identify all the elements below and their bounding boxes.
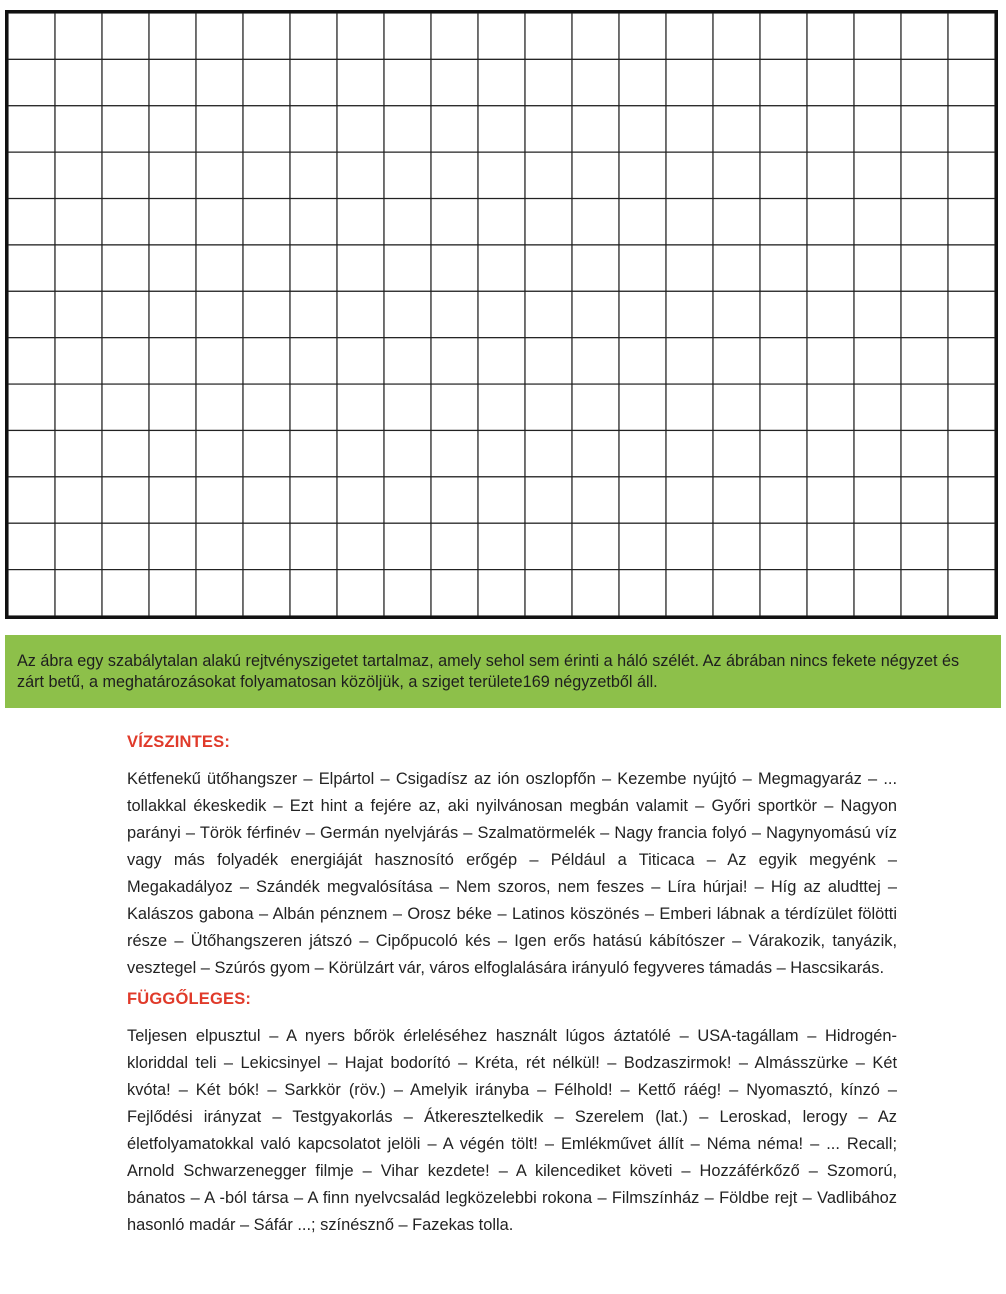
- grid-cell[interactable]: [55, 430, 102, 476]
- grid-cell[interactable]: [55, 338, 102, 384]
- grid-cell[interactable]: [196, 523, 243, 569]
- grid-cell[interactable]: [948, 384, 995, 430]
- grid-cell[interactable]: [760, 523, 807, 569]
- grid-cell[interactable]: [760, 291, 807, 337]
- grid-cell[interactable]: [243, 59, 290, 105]
- grid-cell[interactable]: [102, 245, 149, 291]
- grid-cell[interactable]: [619, 477, 666, 523]
- grid-cell[interactable]: [431, 291, 478, 337]
- grid-cell[interactable]: [572, 338, 619, 384]
- grid-cell[interactable]: [478, 477, 525, 523]
- grid-cell[interactable]: [572, 59, 619, 105]
- grid-cell[interactable]: [55, 13, 102, 59]
- grid-cell[interactable]: [666, 152, 713, 198]
- grid-cell[interactable]: [149, 477, 196, 523]
- grid-cell[interactable]: [384, 291, 431, 337]
- grid-cell[interactable]: [431, 245, 478, 291]
- grid-cell[interactable]: [572, 199, 619, 245]
- grid-cell[interactable]: [901, 245, 948, 291]
- grid-cell[interactable]: [807, 199, 854, 245]
- grid-cell[interactable]: [478, 384, 525, 430]
- grid-cell[interactable]: [854, 430, 901, 476]
- grid-cell[interactable]: [196, 13, 243, 59]
- grid-cell[interactable]: [431, 199, 478, 245]
- grid-cell[interactable]: [384, 477, 431, 523]
- grid-cell[interactable]: [8, 13, 55, 59]
- grid-cell[interactable]: [102, 477, 149, 523]
- grid-cell[interactable]: [713, 13, 760, 59]
- grid-cell[interactable]: [478, 199, 525, 245]
- grid-cell[interactable]: [8, 570, 55, 616]
- grid-cell[interactable]: [666, 338, 713, 384]
- grid-cell[interactable]: [525, 291, 572, 337]
- grid-cell[interactable]: [384, 152, 431, 198]
- instructions-text: Az ábra egy szabálytalan alakú rejtvényszigetet tartalmaz, amely sehol sem érinti a háló szélét. Az ábrában nincs fekete négyzet és zárt betű, a meghatározásokat folyamatosan közöljük, a sziget területe169 négyzetből áll.: [17, 652, 960, 691]
- grid-cell[interactable]: [713, 523, 760, 569]
- grid-cell[interactable]: [713, 59, 760, 105]
- grid-cell[interactable]: [901, 338, 948, 384]
- grid-cell[interactable]: [290, 384, 337, 430]
- grid-cell[interactable]: [760, 430, 807, 476]
- grid-cell[interactable]: [196, 291, 243, 337]
- grid-cell[interactable]: [8, 59, 55, 105]
- grid-cell[interactable]: [713, 199, 760, 245]
- grid-cell[interactable]: [337, 59, 384, 105]
- grid-cell[interactable]: [760, 13, 807, 59]
- grid-cell[interactable]: [901, 384, 948, 430]
- grid-cell[interactable]: [149, 152, 196, 198]
- grid-cell[interactable]: [854, 477, 901, 523]
- grid-cell[interactable]: [431, 13, 478, 59]
- grid-cell[interactable]: [572, 106, 619, 152]
- grid-cell[interactable]: [854, 523, 901, 569]
- grid-cell[interactable]: [948, 199, 995, 245]
- grid-cell[interactable]: [572, 570, 619, 616]
- grid-cell[interactable]: [102, 523, 149, 569]
- grid-cell[interactable]: [243, 523, 290, 569]
- grid-cell[interactable]: [290, 570, 337, 616]
- grid-cell[interactable]: [384, 430, 431, 476]
- grid-cell[interactable]: [619, 13, 666, 59]
- grid-cell[interactable]: [619, 570, 666, 616]
- grid-cell[interactable]: [243, 430, 290, 476]
- grid-cell[interactable]: [666, 245, 713, 291]
- grid-cell[interactable]: [807, 338, 854, 384]
- grid-cell[interactable]: [290, 245, 337, 291]
- grid-cell[interactable]: [901, 152, 948, 198]
- grid-cell[interactable]: [102, 59, 149, 105]
- grid-cell[interactable]: [478, 570, 525, 616]
- grid-cell[interactable]: [948, 152, 995, 198]
- grid-cell[interactable]: [55, 152, 102, 198]
- grid-cell[interactable]: [196, 199, 243, 245]
- grid-cell[interactable]: [431, 106, 478, 152]
- grid-cell[interactable]: [666, 59, 713, 105]
- grid-cell[interactable]: [948, 477, 995, 523]
- grid-cell[interactable]: [196, 477, 243, 523]
- grid-cell[interactable]: [196, 245, 243, 291]
- grid-cell[interactable]: [8, 106, 55, 152]
- grid-cell[interactable]: [666, 106, 713, 152]
- grid-cell[interactable]: [384, 523, 431, 569]
- crossword-grid[interactable]: [5, 10, 998, 619]
- grid-cell[interactable]: [572, 152, 619, 198]
- grid-cell[interactable]: [337, 523, 384, 569]
- instructions-banner: [5, 635, 1001, 708]
- grid-cell[interactable]: [384, 199, 431, 245]
- grid-cell[interactable]: [713, 384, 760, 430]
- grid-cell[interactable]: [572, 477, 619, 523]
- grid-cell[interactable]: [243, 199, 290, 245]
- crossword-grid-lines: [8, 13, 995, 616]
- grid-cell[interactable]: [948, 338, 995, 384]
- grid-cell[interactable]: [760, 245, 807, 291]
- grid-cell[interactable]: [901, 430, 948, 476]
- grid-cell[interactable]: [149, 570, 196, 616]
- grid-cell[interactable]: [55, 291, 102, 337]
- grid-cell[interactable]: [525, 523, 572, 569]
- grid-cell[interactable]: [807, 430, 854, 476]
- grid-cell[interactable]: [807, 13, 854, 59]
- grid-cell[interactable]: [243, 477, 290, 523]
- grid-cell[interactable]: [525, 384, 572, 430]
- grid-cell[interactable]: [807, 106, 854, 152]
- grid-cell[interactable]: [290, 523, 337, 569]
- grid-cell[interactable]: [525, 477, 572, 523]
- grid-cell[interactable]: [337, 384, 384, 430]
- grid-cell[interactable]: [619, 523, 666, 569]
- grid-cell[interactable]: [713, 106, 760, 152]
- grid-cell[interactable]: [854, 13, 901, 59]
- grid-cell[interactable]: [525, 59, 572, 105]
- grid-cell[interactable]: [713, 477, 760, 523]
- grid-cell[interactable]: [901, 59, 948, 105]
- grid-cell[interactable]: [901, 106, 948, 152]
- grid-cell[interactable]: [807, 570, 854, 616]
- grid-cell[interactable]: [290, 59, 337, 105]
- grid-cell[interactable]: [55, 59, 102, 105]
- grid-cell[interactable]: [854, 152, 901, 198]
- grid-cell[interactable]: [478, 13, 525, 59]
- grid-cell[interactable]: [243, 152, 290, 198]
- grid-cell[interactable]: [8, 477, 55, 523]
- grid-cell[interactable]: [760, 59, 807, 105]
- grid-cell[interactable]: [290, 152, 337, 198]
- grid-cell[interactable]: [713, 245, 760, 291]
- grid-cell[interactable]: [290, 13, 337, 59]
- grid-cell[interactable]: [290, 106, 337, 152]
- grid-cell[interactable]: [149, 59, 196, 105]
- grid-cell[interactable]: [149, 291, 196, 337]
- grid-cell[interactable]: [713, 570, 760, 616]
- grid-cell[interactable]: [525, 106, 572, 152]
- grid-cell[interactable]: [102, 152, 149, 198]
- grid-cell[interactable]: [337, 245, 384, 291]
- grid-cell[interactable]: [854, 291, 901, 337]
- grid-cell[interactable]: [431, 59, 478, 105]
- grid-cell[interactable]: [337, 199, 384, 245]
- grid-cell[interactable]: [525, 430, 572, 476]
- grid-cell[interactable]: [243, 291, 290, 337]
- grid-cell[interactable]: [948, 570, 995, 616]
- grid-cell[interactable]: [760, 106, 807, 152]
- grid-cell[interactable]: [807, 477, 854, 523]
- grid-cell[interactable]: [525, 199, 572, 245]
- grid-cell[interactable]: [478, 106, 525, 152]
- grid-cell[interactable]: [713, 291, 760, 337]
- grid-cell[interactable]: [666, 13, 713, 59]
- down-clues: Teljesen elpusztul – A nyers bőrök érleléséhez használt lúgos áztatólé – USA-tagállam – Hidrogén-kloriddal teli – Lekicsinyel – Hajat bodorító – Kréta, rét nélkül! – Bodzaszirmok! – Almásszürke – Két kvóta! – Két bók! – Sarkkör (röv.) – Amelyik irányba – Félhold! – Kettő ráég! – Nyomasztó, kínzó – Fejlődési irányzat – Testgyakorlás – Átkeresztelkedik – Szerelem (lat.) – Leroskad, lerogy – Az életfolyamatokkal való kapcsolatot jelöli – A végén tölt! – Emlékművet állít – Néma néma! – ... Recall; Arnold Schwarzenegger filmje – Vihar kezdete! – A kilencediket követi – Hozzáférkőző – Szomorú, bánatos – A -ból társa – A finn nyelvcsalád legközelebbi rokona – Filmszínház – Földbe rejt – Vadlibához hasonló madár – Sáfár ...; színésznő – Fazekas tolla.: [127, 1027, 897, 1234]
- grid-cell[interactable]: [854, 245, 901, 291]
- grid-cell[interactable]: [431, 523, 478, 569]
- grid-cell[interactable]: [290, 338, 337, 384]
- grid-cell[interactable]: [713, 338, 760, 384]
- grid-cell[interactable]: [8, 523, 55, 569]
- grid-cell[interactable]: [619, 199, 666, 245]
- grid-cell[interactable]: [478, 245, 525, 291]
- grid-cell[interactable]: [854, 106, 901, 152]
- grid-cell[interactable]: [290, 477, 337, 523]
- grid-cell[interactable]: [55, 199, 102, 245]
- grid-cell[interactable]: [196, 152, 243, 198]
- grid-cell[interactable]: [572, 430, 619, 476]
- grid-cell[interactable]: [102, 106, 149, 152]
- grid-cell[interactable]: [572, 291, 619, 337]
- grid-cell[interactable]: [760, 477, 807, 523]
- grid-cell[interactable]: [760, 338, 807, 384]
- grid-cell[interactable]: [807, 245, 854, 291]
- grid-cell[interactable]: [384, 384, 431, 430]
- grid-cell[interactable]: [619, 430, 666, 476]
- grid-cell[interactable]: [807, 59, 854, 105]
- grid-cell[interactable]: [290, 430, 337, 476]
- grid-cell[interactable]: [478, 523, 525, 569]
- grid-cell[interactable]: [149, 338, 196, 384]
- grid-cell[interactable]: [8, 338, 55, 384]
- clues-section: [127, 733, 897, 1246]
- grid-cell[interactable]: [102, 13, 149, 59]
- down-heading: FÜGGŐLEGES:: [127, 990, 252, 1008]
- grid-cell[interactable]: [948, 245, 995, 291]
- grid-cell[interactable]: [290, 199, 337, 245]
- grid-cell[interactable]: [666, 384, 713, 430]
- grid-cell[interactable]: [102, 291, 149, 337]
- grid-cell[interactable]: [384, 338, 431, 384]
- grid-cell[interactable]: [619, 245, 666, 291]
- grid-cell[interactable]: [8, 384, 55, 430]
- grid-cell[interactable]: [901, 523, 948, 569]
- grid-cell[interactable]: [149, 523, 196, 569]
- grid-cell[interactable]: [243, 245, 290, 291]
- grid-cell[interactable]: [55, 245, 102, 291]
- grid-cell[interactable]: [854, 338, 901, 384]
- grid-cell[interactable]: [196, 384, 243, 430]
- grid-cell[interactable]: [807, 523, 854, 569]
- grid-cell[interactable]: [149, 13, 196, 59]
- grid-cell[interactable]: [478, 338, 525, 384]
- grid-cell[interactable]: [8, 430, 55, 476]
- grid-cell[interactable]: [901, 199, 948, 245]
- grid-cell[interactable]: [431, 570, 478, 616]
- grid-cell[interactable]: [807, 291, 854, 337]
- grid-cell[interactable]: [102, 338, 149, 384]
- grid-cell[interactable]: [55, 523, 102, 569]
- grid-cell[interactable]: [290, 291, 337, 337]
- grid-cell[interactable]: [384, 106, 431, 152]
- grid-cell[interactable]: [572, 245, 619, 291]
- grid-cell[interactable]: [243, 338, 290, 384]
- grid-cell[interactable]: [666, 430, 713, 476]
- grid-cell[interactable]: [948, 13, 995, 59]
- grid-cell[interactable]: [572, 523, 619, 569]
- grid-cell[interactable]: [102, 570, 149, 616]
- grid-cell[interactable]: [384, 13, 431, 59]
- grid-cell[interactable]: [666, 570, 713, 616]
- grid-cell[interactable]: [666, 477, 713, 523]
- grid-cell[interactable]: [525, 13, 572, 59]
- grid-cell[interactable]: [948, 106, 995, 152]
- grid-cell[interactable]: [196, 59, 243, 105]
- grid-cell[interactable]: [196, 570, 243, 616]
- grid-cell[interactable]: [807, 152, 854, 198]
- grid-cell[interactable]: [431, 152, 478, 198]
- grid-cell[interactable]: [948, 523, 995, 569]
- grid-cell[interactable]: [760, 152, 807, 198]
- grid-cell[interactable]: [196, 106, 243, 152]
- grid-cell[interactable]: [431, 384, 478, 430]
- grid-cell[interactable]: [901, 570, 948, 616]
- grid-cell[interactable]: [478, 430, 525, 476]
- grid-cell[interactable]: [384, 59, 431, 105]
- grid-cell[interactable]: [8, 291, 55, 337]
- grid-cell[interactable]: [854, 384, 901, 430]
- grid-cell[interactable]: [525, 245, 572, 291]
- grid-cell[interactable]: [431, 430, 478, 476]
- grid-cell[interactable]: [619, 152, 666, 198]
- grid-cell[interactable]: [948, 430, 995, 476]
- across-heading: VÍZSZINTES:: [127, 733, 231, 751]
- grid-cell[interactable]: [102, 199, 149, 245]
- grid-cell[interactable]: [337, 152, 384, 198]
- grid-cell[interactable]: [807, 384, 854, 430]
- grid-cell[interactable]: [901, 291, 948, 337]
- grid-cell[interactable]: [243, 570, 290, 616]
- grid-cell[interactable]: [55, 570, 102, 616]
- grid-cell[interactable]: [901, 13, 948, 59]
- grid-cell[interactable]: [337, 13, 384, 59]
- grid-cell[interactable]: [760, 199, 807, 245]
- grid-cell[interactable]: [525, 338, 572, 384]
- grid-cell[interactable]: [149, 430, 196, 476]
- grid-cell[interactable]: [337, 477, 384, 523]
- grid-cell[interactable]: [337, 430, 384, 476]
- grid-cell[interactable]: [525, 570, 572, 616]
- across-clues: Kétfenekű ütőhangszer – Elpártol – Csigadísz az ión oszlopfőn – Kezembe nyújtó – Megmagyaráz – ... tollakkal ékeskedik – Ezt hint a fejére az, aki nyilvánosan megbán valamit – Győri sportkör – Nagyon parányi – Török férfinév – Germán nyelvjárás – Szalmatörmelék – Nagy francia folyó – Nagynyomású víz vagy más folyadék energiáját hasznosító erőgép – Például a Titicaca – Az egyik megyénk – Megakadályoz – Szándék megvalósítása – Nem szoros, nem feszes – Líra húrjai! – Híg az aludttej – Kalászos gabona – Albán pénznem – Orosz béke – Latinos köszönés – Emberi lábnak a térdízület fölötti része – Ütőhangszeren játszó – Cipőpucoló kés – Igen erős hatású kábítószer – Várakozik, tanyázik, vesztegel – Szúrós gyom – Körülzárt vár, város elfoglalására irányuló fegyveres támadás – Hascsikarás.: [127, 770, 897, 977]
- grid-cell[interactable]: [619, 291, 666, 337]
- grid-cell[interactable]: [666, 523, 713, 569]
- grid-cell[interactable]: [854, 570, 901, 616]
- grid-cell[interactable]: [619, 384, 666, 430]
- grid-cell[interactable]: [384, 570, 431, 616]
- grid-cell[interactable]: [713, 152, 760, 198]
- grid-cell[interactable]: [243, 106, 290, 152]
- grid-cell[interactable]: [384, 245, 431, 291]
- grid-cell[interactable]: [901, 477, 948, 523]
- grid-cell[interactable]: [619, 106, 666, 152]
- grid-cell[interactable]: [478, 152, 525, 198]
- grid-cell[interactable]: [337, 106, 384, 152]
- grid-cell[interactable]: [525, 152, 572, 198]
- grid-cell[interactable]: [337, 570, 384, 616]
- grid-cell[interactable]: [102, 430, 149, 476]
- grid-cell[interactable]: [149, 384, 196, 430]
- grid-cell[interactable]: [948, 59, 995, 105]
- grid-cell[interactable]: [431, 338, 478, 384]
- grid-cell[interactable]: [149, 106, 196, 152]
- grid-cell[interactable]: [243, 13, 290, 59]
- grid-cell[interactable]: [478, 59, 525, 105]
- grid-cell[interactable]: [431, 477, 478, 523]
- grid-cell[interactable]: [8, 199, 55, 245]
- grid-cell[interactable]: [948, 291, 995, 337]
- grid-cell[interactable]: [55, 384, 102, 430]
- grid-cell[interactable]: [149, 245, 196, 291]
- grid-cell[interactable]: [243, 384, 290, 430]
- grid-cell[interactable]: [55, 106, 102, 152]
- grid-cell[interactable]: [572, 384, 619, 430]
- grid-cell[interactable]: [55, 477, 102, 523]
- grid-cell[interactable]: [337, 338, 384, 384]
- grid-cell[interactable]: [619, 338, 666, 384]
- grid-cell[interactable]: [196, 338, 243, 384]
- grid-cell[interactable]: [713, 430, 760, 476]
- grid-cell[interactable]: [149, 199, 196, 245]
- grid-cell[interactable]: [854, 59, 901, 105]
- grid-cell[interactable]: [760, 570, 807, 616]
- grid-cell[interactable]: [337, 291, 384, 337]
- grid-cell[interactable]: [102, 384, 149, 430]
- grid-cell[interactable]: [619, 59, 666, 105]
- grid-cell[interactable]: [8, 245, 55, 291]
- grid-cell[interactable]: [760, 384, 807, 430]
- grid-cell[interactable]: [854, 199, 901, 245]
- grid-cell[interactable]: [666, 291, 713, 337]
- grid-cell[interactable]: [666, 199, 713, 245]
- grid-cell[interactable]: [8, 152, 55, 198]
- grid-cell[interactable]: [196, 430, 243, 476]
- grid-cell[interactable]: [572, 13, 619, 59]
- grid-cell[interactable]: [478, 291, 525, 337]
